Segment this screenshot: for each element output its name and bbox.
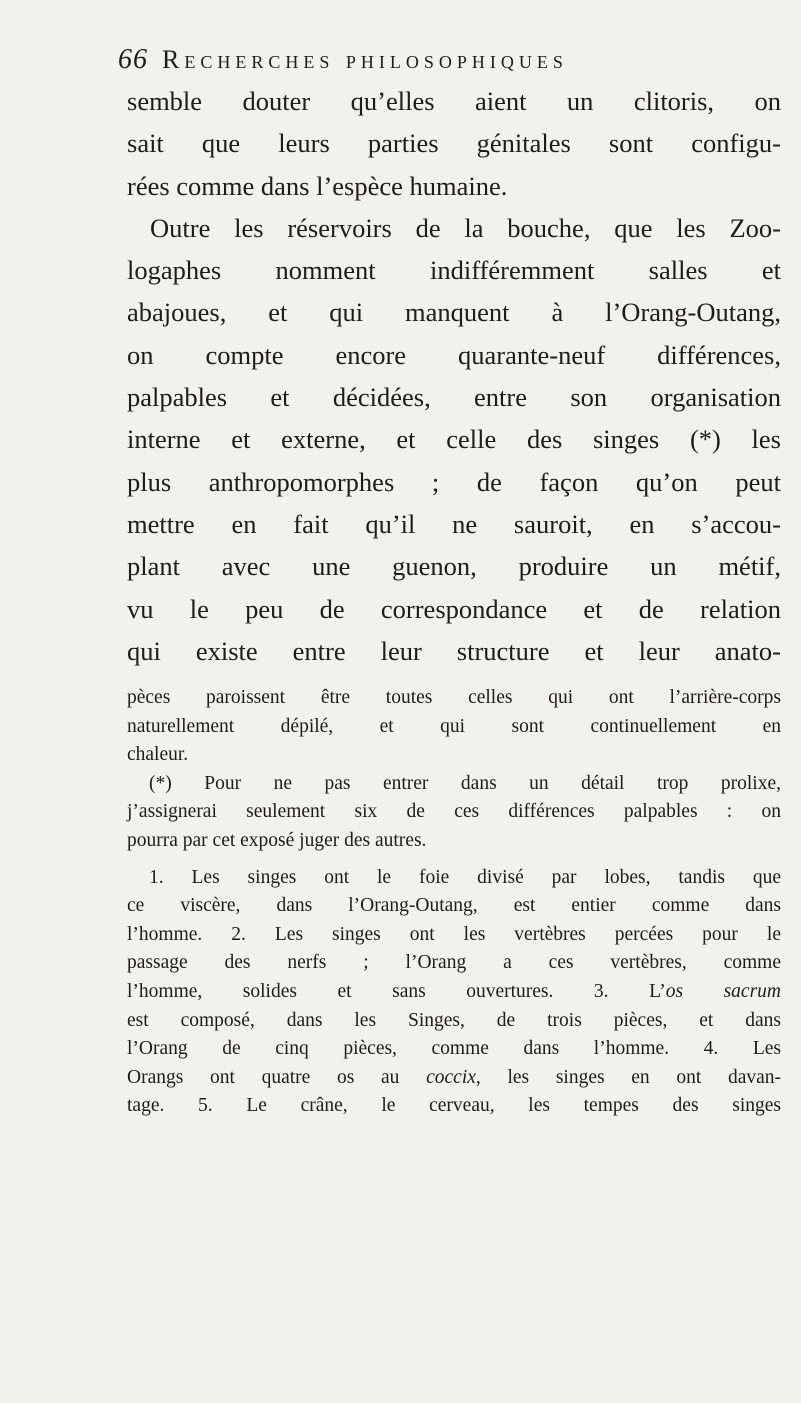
text-line: logaphes nomment indifféremment salles et xyxy=(127,255,781,286)
footnote-line: chaleur. xyxy=(127,744,189,766)
main-text-block xyxy=(127,80,781,672)
text-line: vu le peu de correspondance et de relation xyxy=(127,593,781,624)
page-number: 66 xyxy=(118,44,148,75)
footnote-line: pourra par cet exposé juger des autres. xyxy=(127,829,427,851)
footnote-line: l’homme. 2. Les singes ont les vertèbres percées pour le xyxy=(127,923,781,945)
italic-term: os sacrum xyxy=(665,980,781,1002)
running-head: Recherches philosophiques xyxy=(162,45,568,74)
text-line: plus anthropomorphes ; de façon qu’on peut xyxy=(127,466,781,497)
text-line: sait que leurs parties génitales sont configu- xyxy=(127,128,781,159)
footnote-line xyxy=(127,1064,781,1093)
footnote-text: l’homme, solides et sans ouvertures. 3. L’ xyxy=(127,980,666,1002)
text-line: on compte encore quarante-neuf différences, xyxy=(127,339,781,370)
footnote-line: est composé, dans les Singes, de trois pièces, et dans xyxy=(127,1009,781,1031)
footnote-line: (*) Pour ne pas entrer dans un détail trop prolixe, xyxy=(149,772,781,794)
footnote-line: naturellement dépilé, et qui sont continuellement en xyxy=(127,715,781,737)
footnote-line: j’assignerai seulement six de ces différences palpables : on xyxy=(127,801,781,823)
footnote-line: 1. Les singes ont le foie divisé par lobes, tandis que xyxy=(149,866,781,888)
footnote-line xyxy=(127,978,781,1007)
text-line: semble douter qu’elles aient un clitoris, on xyxy=(127,86,781,116)
footnote-line: passage des nerfs ; l’Orang a ces vertèbres, comme xyxy=(127,952,781,974)
text-line: interne et externe, et celle des singes (*) les xyxy=(127,424,781,455)
text-line: mettre en fait qu’il ne sauroit, en s’accou- xyxy=(127,508,781,539)
footnote-line: pèces paroissent être toutes celles qui ont l’arrière-corps xyxy=(127,687,781,708)
text-line: plant avec une guenon, produire un métif, xyxy=(127,551,781,582)
text-line: abajoues, et qui manquent à l’Orang-Outang, xyxy=(127,297,781,328)
text-line: Outre les réservoirs de la bouche, que les Zoo- xyxy=(150,212,781,243)
footnote-line: tage. 5. Le crâne, le cerveau, les tempes des singes xyxy=(127,1095,781,1117)
footnote-text: , les singes en ont davan- xyxy=(475,1066,781,1088)
footnotes-block xyxy=(127,684,781,1121)
footnote-line: ce viscère, dans l’Orang-Outang, est entier comme dans xyxy=(127,895,781,917)
text-line: palpables et décidées, entre son organisation xyxy=(127,382,781,413)
page-header xyxy=(118,44,778,84)
text-line: qui existe entre leur structure et leur anato- xyxy=(127,635,781,666)
italic-term: coccix xyxy=(426,1066,476,1088)
text-line: rées comme dans l’espèce humaine. xyxy=(127,170,508,201)
footnote-text: Orangs ont quatre os au xyxy=(127,1066,427,1088)
footnote-line: l’Orang de cinq pièces, comme dans l’homme. 4. Les xyxy=(127,1038,781,1060)
